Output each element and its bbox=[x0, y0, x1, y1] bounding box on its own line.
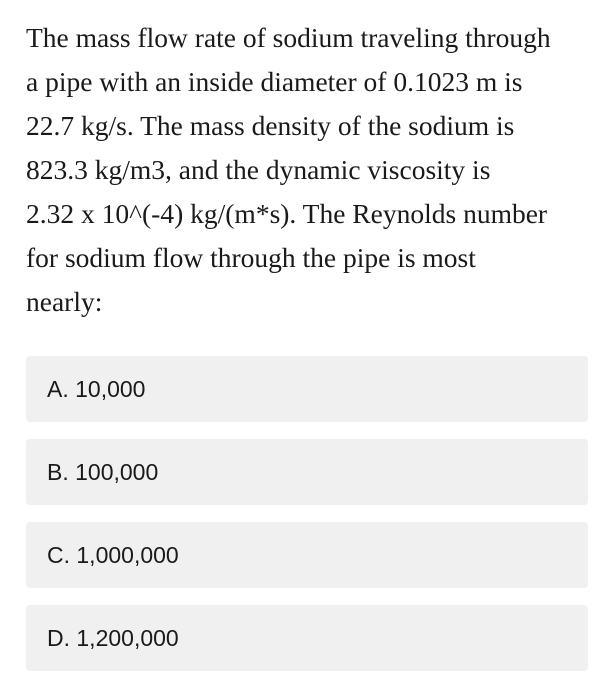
answer-options bbox=[26, 356, 588, 688]
question-line: nearly: bbox=[26, 286, 103, 317]
option-b-label: B. 100,000 bbox=[47, 458, 159, 485]
option-a[interactable] bbox=[26, 356, 588, 422]
option-c-label: C. 1,000,000 bbox=[47, 541, 179, 568]
question-line: 823.3 kg/m3, and the dynamic viscosity is bbox=[26, 154, 491, 185]
option-d[interactable] bbox=[26, 605, 588, 671]
option-b[interactable] bbox=[26, 439, 588, 505]
question-line: 22.7 kg/s. The mass density of the sodium is bbox=[26, 110, 515, 141]
question-line: a pipe with an inside diameter of 0.1023 m is bbox=[26, 66, 523, 97]
option-c[interactable] bbox=[26, 522, 588, 588]
question-text bbox=[26, 16, 596, 324]
option-d-label: D. 1,200,000 bbox=[47, 624, 179, 651]
question-line: for sodium flow through the pipe is most bbox=[26, 242, 476, 273]
question-line: 2.32 x 10^(-4) kg/(m*s). The Reynolds number bbox=[26, 198, 548, 229]
option-a-label: A. 10,000 bbox=[47, 375, 146, 402]
question-line: The mass flow rate of sodium traveling through bbox=[26, 22, 551, 53]
